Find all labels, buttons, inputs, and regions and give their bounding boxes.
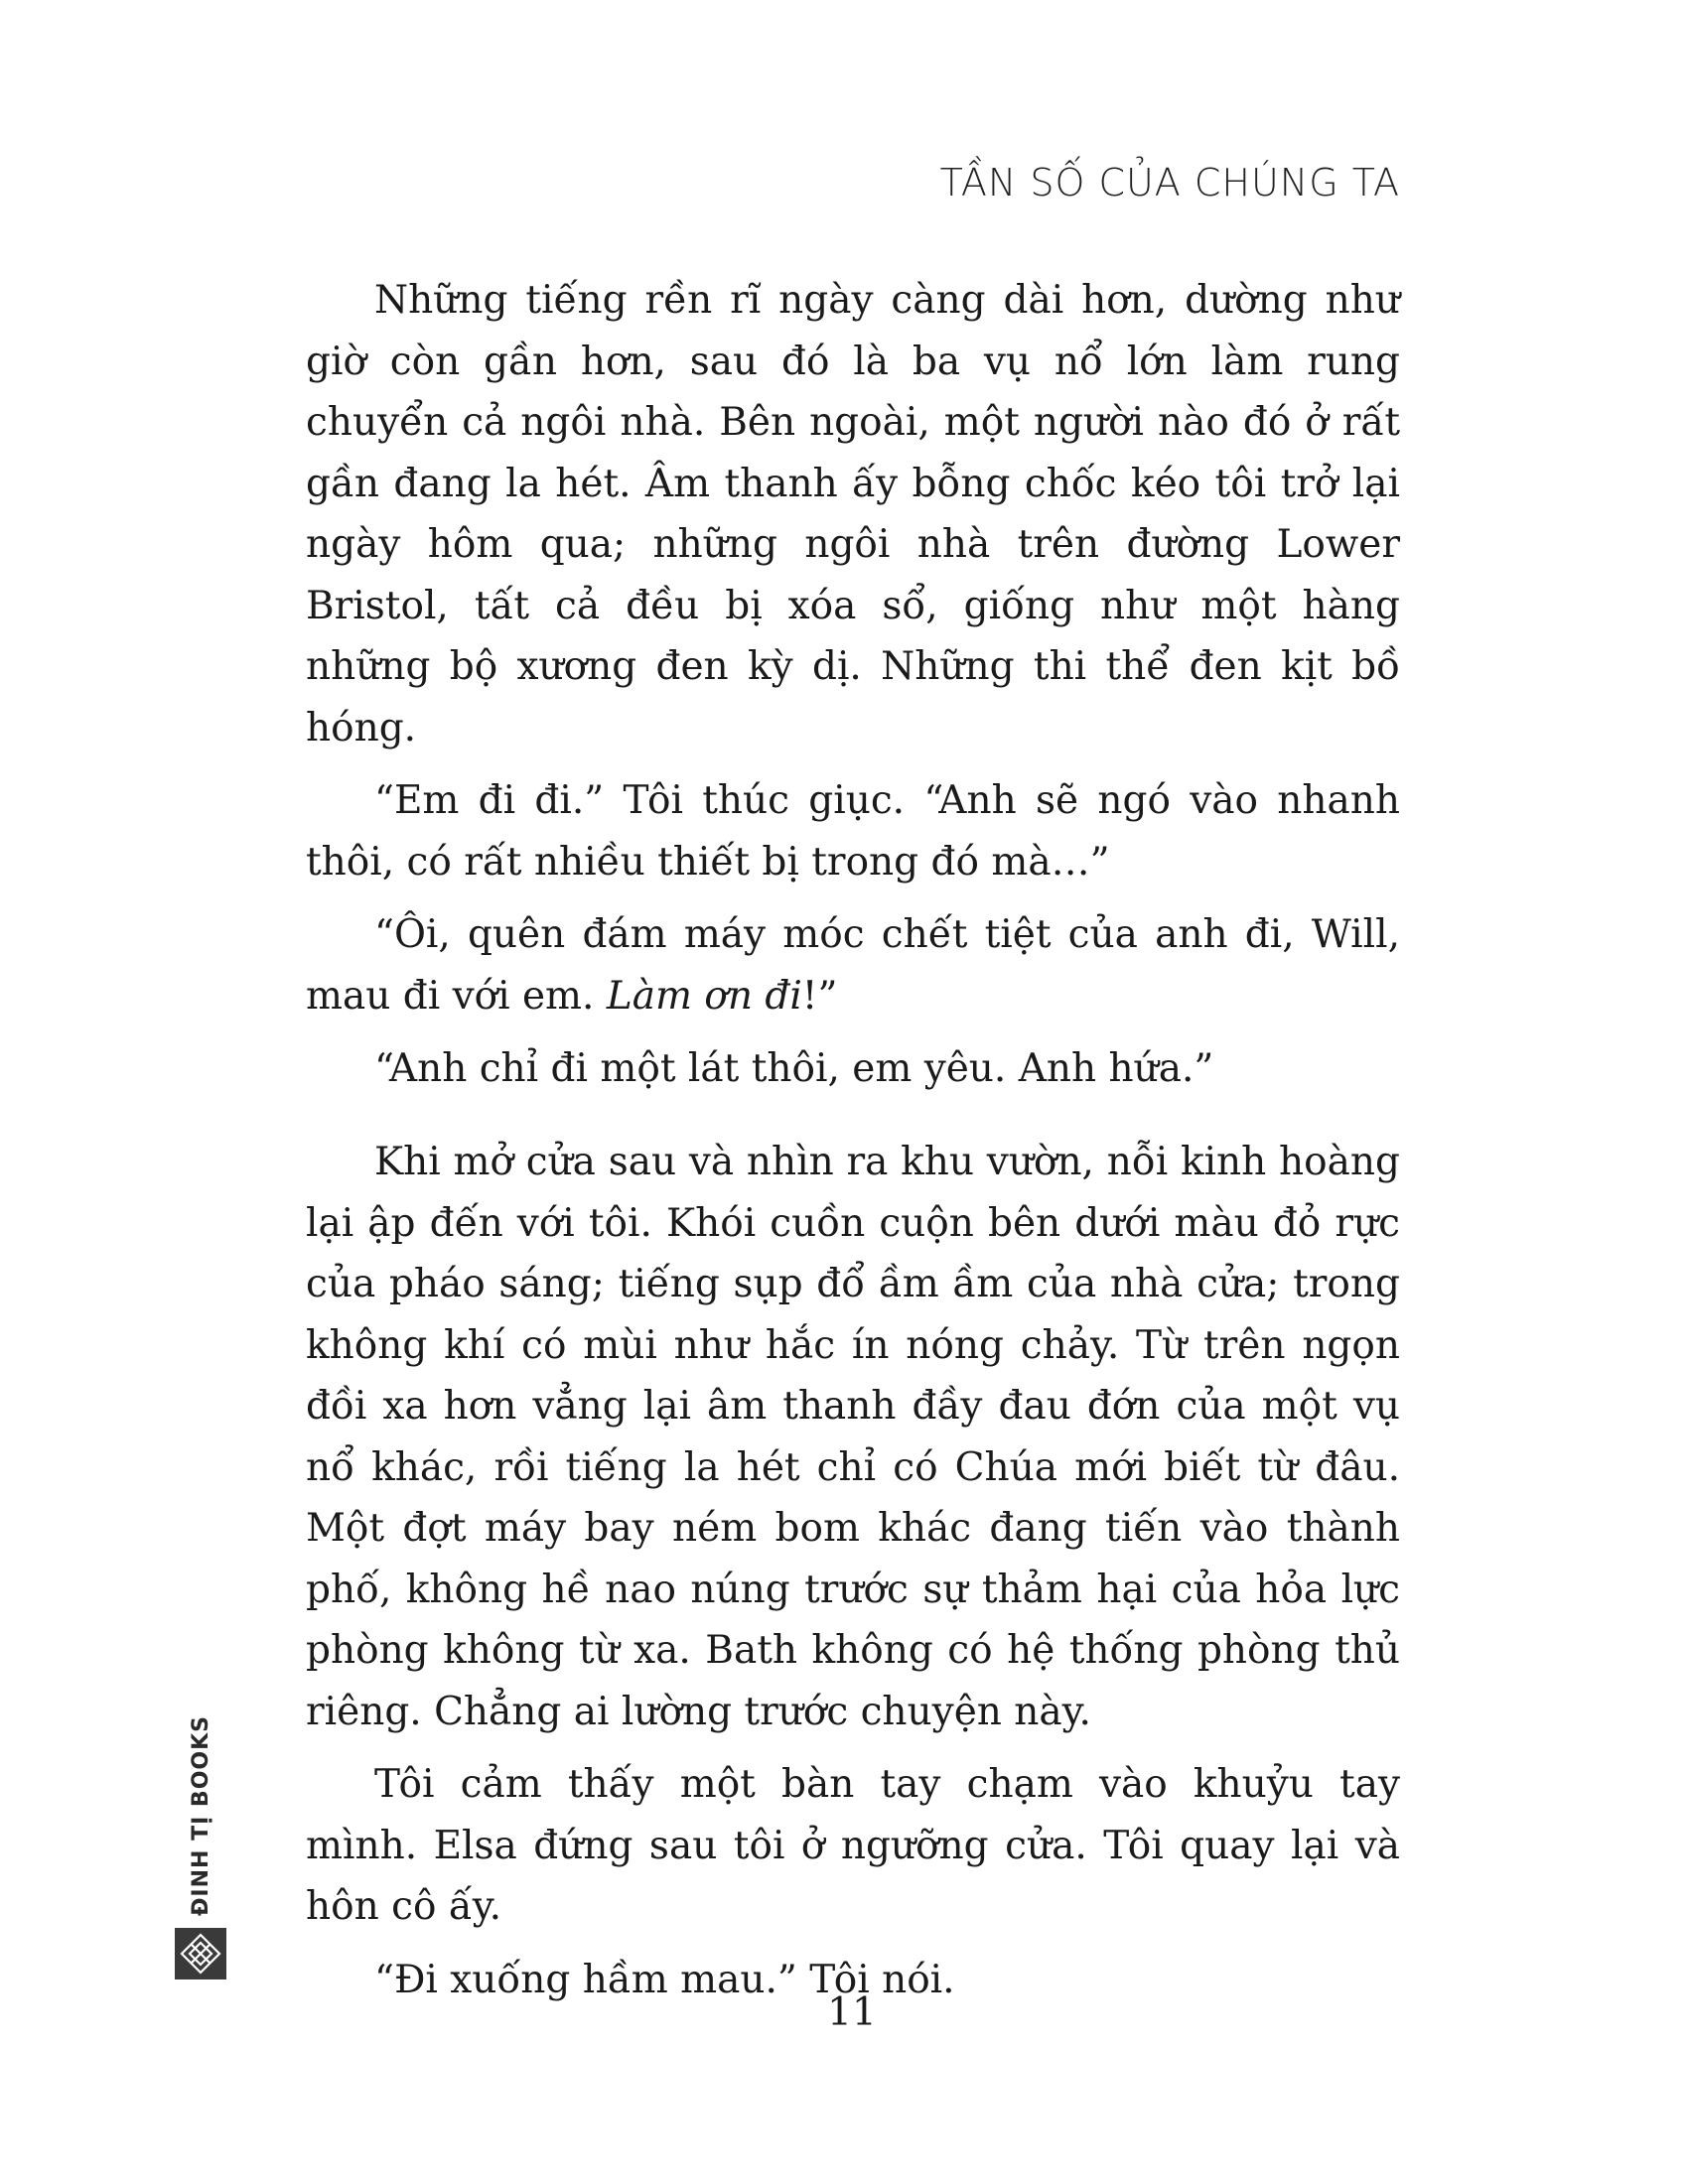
italic-text: Làm ơn đi: [606, 973, 802, 1019]
paragraph: Những tiếng rền rĩ ngày càng dài hơn, dường như giờ còn gần hơn, sau đó là ba vụ nổ lớn làm rung chuyển cả ngôi nhà. Bên ngoài, một người nào đó ở rất gần đang la hét. Âm thanh ấy bỗng chốc kéo tôi trở lại ngày hôm qua; những ngôi nhà trên đường Lower Bristol, tất cả đều bị xóa sổ, giống như một hàng những bộ xương đen kỳ dị. Những thi thể đen kịt bồ hóng.: [306, 278, 1400, 751]
paragraph: Khi mở cửa sau và nhìn ra khu vườn, nỗi kinh hoàng lại ập đến với tôi. Khói cuồn cuộn bên dưới màu đỏ rực của pháo sáng; tiếng sụp đổ ầm ầm của nhà cửa; trong không khí có mùi như hắc ín nóng chảy. Từ trên ngọn đồi xa hơn vẳng lại âm thanh đầy đau đớn của một vụ nổ khác, rồi tiếng la hét chỉ có Chúa mới biết từ đâu. Một đợt máy bay ném bom khác đang tiến vào thành phố, không hề nao núng trước sự thảm hại của hỏa lực phòng không từ xa. Bath không có hệ thống phòng thủ riêng. Chẳng ai lường trước chuyện này.: [306, 1140, 1400, 1734]
page-number: 11: [827, 1990, 877, 2035]
text-block-2: [306, 1132, 1400, 2010]
paragraph: “Anh chỉ đi một lát thôi, em yêu. Anh hứa.”: [374, 1046, 1214, 1091]
publisher-mark: [173, 1715, 228, 1979]
diamond-lattice-icon: [175, 1928, 226, 1979]
paragraph-text: !”: [801, 973, 838, 1019]
paragraph: Tôi cảm thấy một bàn tay chạm vào khuỷu tay mình. Elsa đứng sau tôi ở ngưỡng cửa. Tôi quay lại và hôn cô ấy.: [306, 1762, 1400, 1929]
running-title: TẦN SỐ CỦA CHÚNG TA: [939, 161, 1400, 205]
paragraph: [306, 904, 1400, 1026]
publisher-name: ĐINH TỊ BOOKS: [188, 1715, 213, 1917]
text-block-1: [306, 270, 1400, 1100]
paragraph-text: “Ôi, quên đám máy móc chết tiệt của anh đi, Will, mau đi với em.: [306, 912, 1400, 1019]
paragraph: “Em đi đi.” Tôi thúc giục. “Anh sẽ ngó vào nhanh thôi, có rất nhiều thiết bị trong đó mà…”: [306, 778, 1400, 885]
paragraph: “Đi xuống hầm mau.” Tôi nói.: [374, 1957, 955, 2002]
